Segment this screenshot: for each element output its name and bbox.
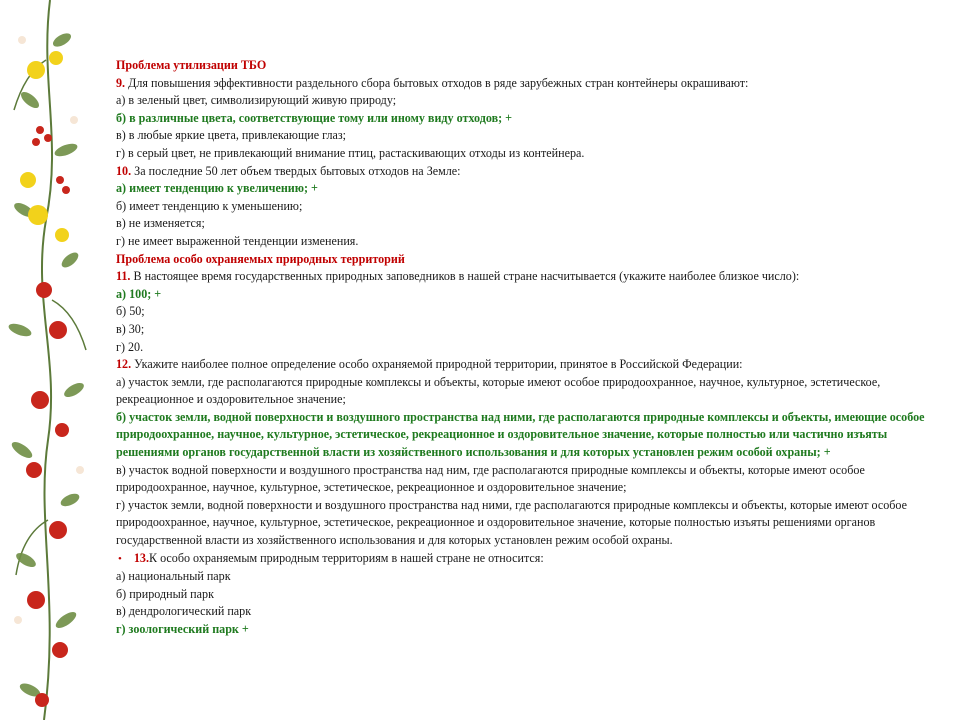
question-text: В настоящее время государственных природных заповедников в нашей стране насчитывается (укажите наиболее близкое число): [133, 269, 800, 284]
question-number: 13. [133, 550, 149, 565]
bullet-icon: • [118, 552, 122, 565]
answer-option: а) в зеленый цвет, символизирующий живую природу; [116, 93, 397, 108]
question-12 [116, 356, 928, 374]
answer-option-correct: б) участок земли, водной поверхности и воздушного пространства над ними, где располагаются природные комплексы и объекты, имеющие особое природоохранное, научное, культурное, эстетическое, рекреационное и оздоровительное значение, которые полностью или частично изъяты решениями органов государственной власти из хозяйственного использования и для которых установлен режим особой охраны; + [116, 409, 925, 460]
answer-option: а) национальный парк [116, 569, 231, 584]
answer-option: г) не имеет выраженной тенденции изменения. [116, 233, 359, 248]
question-13 [116, 550, 928, 569]
question-number: 12. [116, 357, 132, 372]
floral-vine-icon [0, 0, 100, 720]
answer-option: г) 20. [116, 339, 144, 354]
question-text: Укажите наиболее полное определение особо охраняемой природной территории, принятое в Российской Федерации: [134, 357, 743, 372]
answer-option: в) в любые яркие цвета, привлекающие глаз; [116, 128, 347, 143]
answer-option: в) участок водной поверхности и воздушного пространства над ним, где располагаются природные комплексы и объекты, которые имеют особое природоохранное, научное, культурное, эстетическое, рекреационное и оздоровительное значение; [116, 462, 865, 495]
answer-option: г) участок земли, водной поверхности и воздушного пространства над ними, где располагаются природные комплексы и объекты, которые имеют особое природоохранное, научное, культурное, эстетическое, рекреационное и оздоровительное значение, которые полностью изъяты решениями органов государственной власти из хозяйственного использования и для которых установлен режим особой охраны. [116, 497, 907, 548]
document-body [116, 57, 928, 639]
answer-option: в) дендрологический парк [116, 604, 252, 619]
answer-option: в) не изменяется; [116, 216, 205, 231]
answer-option-correct: а) 100; + [116, 286, 162, 301]
answer-option: а) участок земли, где располагаются природные комплексы и объекты, которые имеют особое природоохранное, научное, культурное, эстетическое, рекреационное и оздоровительное значение; [116, 374, 881, 407]
answer-option: б) 50; [116, 304, 145, 319]
answer-option-correct: г) зоологический парк + [116, 622, 249, 636]
question-number: 9. [116, 75, 126, 90]
question-text: К особо охраняемым природным территориям в нашей стране не относится: [148, 550, 544, 565]
floral-border-decoration [0, 0, 100, 720]
answer-option: б) природный парк [116, 586, 214, 601]
section-title-tbo: Проблема утилизации ТБО [116, 58, 267, 72]
question-10 [116, 163, 928, 181]
question-11 [116, 268, 928, 286]
answer-option: в) 30; [116, 321, 145, 336]
answer-option-correct: б) в различные цвета, соответствующие тому или иному виду отходов; + [116, 110, 513, 125]
question-text: За последние 50 лет объем твердых бытовых отходов на Земле: [134, 163, 461, 178]
section-title-protected-areas: Проблема особо охраняемых природных территорий [116, 251, 405, 266]
question-number: 11. [116, 269, 131, 284]
answer-option-correct: а) имеет тенденцию к увеличению; + [116, 181, 318, 196]
answer-option: б) имеет тенденцию к уменьшению; [116, 198, 303, 213]
question-9 [116, 75, 928, 93]
answer-option: г) в серый цвет, не привлекающий внимание птиц, растаскивающих отходы из контейнера. [116, 145, 585, 160]
question-number: 10. [116, 163, 132, 178]
question-text: Для повышения эффективности раздельного сбора бытовых отходов в ряде зарубежных стран контейнеры окрашивают: [128, 75, 749, 90]
